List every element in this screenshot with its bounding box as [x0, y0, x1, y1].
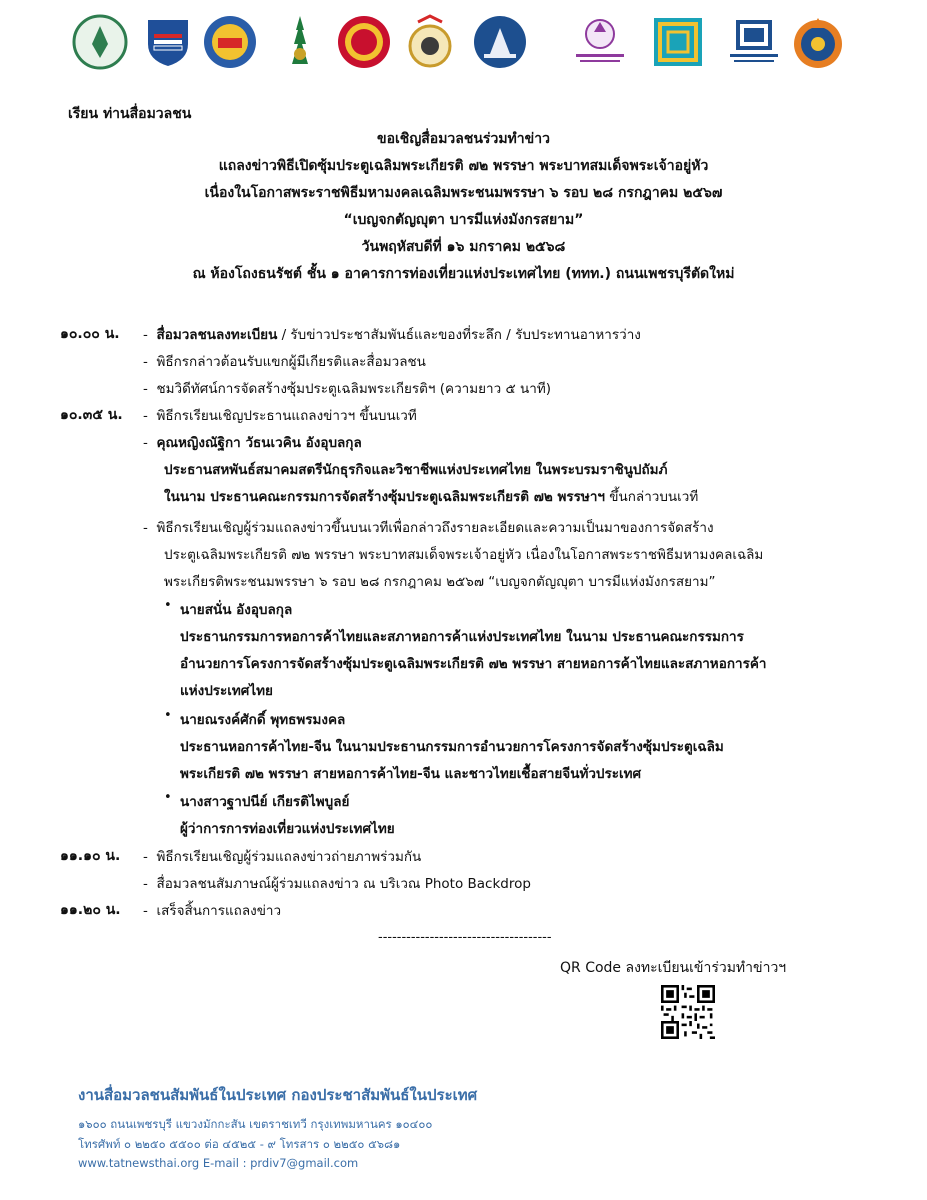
speaker-2-name: นายณรงค์ศักดิ์ พุทธพรมงคล [180, 712, 346, 728]
footer-phone: โทรศัพท์ ๐ ๒๒๕๐ ๕๕๐๐ ต่อ ๔๕๒๕ - ๙ โทรสาร ๐ ๒๒๕๐ ๕๖๘๑ [78, 1137, 401, 1151]
agenda-item: - ชมวิดีทัศน์การจัดสร้างซุ้มประตูเฉลิมพระเกียรติฯ (ความยาว ๕ นาที) [143, 381, 551, 397]
logo-row [72, 10, 852, 74]
bullet: • [164, 790, 172, 805]
occasion-line: เนื่องในโอกาสพระราชพิธีมหามงคลเฉลิมพระชนมพรรษา ๖ รอบ ๒๘ กรกฎาคม ๒๕๖๗ [204, 185, 723, 201]
emblem-3-icon [202, 14, 258, 70]
theme-line: “เบญจกตัญญุตา บารมีแห่งมังกรสยาม” [343, 212, 584, 228]
agenda-item: - พิธีกรกล่าวต้อนรับแขกผู้มีเกียรติและสื่อมวลชน [143, 354, 426, 370]
invite-line: ขอเชิญสื่อมวลชนร่วมทำข่าว [377, 131, 550, 147]
emblem-6-icon [402, 14, 458, 70]
emblem-5-icon [336, 14, 392, 70]
emblem-7-icon [472, 14, 528, 70]
agenda-item: - สื่อมวลชนสัมภาษณ์ผู้ร่วมแถลงข่าว ณ บริเวณ Photo Backdrop [143, 876, 531, 892]
emblem-2-icon [140, 14, 196, 70]
footer-address: ๑๖๐๐ ถนนเพชรบุรี แขวงมักกะสัน เขตราชเทวี กรุงเทพมหานคร ๑๐๔๐๐ [78, 1117, 433, 1131]
emblem-9-icon [650, 14, 706, 70]
time-4: ๑๑.๒๐ น. [60, 902, 121, 918]
chair-title: ประธานสหพันธ์สมาคมสตรีนักธุรกิจและวิชาชีพแห่งประเทศไทย ในพระบรมราชินูปถัมภ์ [164, 462, 668, 478]
speaker-1-title: แห่งประเทศไทย [180, 683, 273, 699]
speaker-3-title: ผู้ว่าการการท่องเที่ยวแห่งประเทศไทย [180, 821, 395, 837]
bullet: • [164, 708, 172, 723]
salutation: เรียน ท่านสื่อมวลชน [68, 106, 192, 122]
agenda-text: พระเกียรติพระชนมพรรษา ๖ รอบ ๒๘ กรกฎาคม ๒๕๖๗ “เบญจกตัญญุตา บารมีแห่งมังกรสยาม” [164, 574, 716, 590]
qr-label: QR Code ลงทะเบียนเข้าร่วมทำข่าวฯ [560, 960, 787, 976]
speaker-3-name: นางสาวฐาปนีย์ เกียรติไพบูลย์ [180, 794, 350, 810]
speaker-2-title: พระเกียรติ ๗๒ พรรษา สายหอการค้าไทย-จีน และชาวไทยเชื้อสายจีนทั่วประเทศ [180, 766, 642, 782]
speaker-1-title: อำนวยการโครงการจัดสร้างซุ้มประตูเฉลิมพระเกียรติ ๗๒ พรรษา สายหอการค้าไทยและสภาหอการค้า [180, 656, 767, 672]
bullet: • [164, 598, 172, 613]
venue-line: ณ ห้องโถงธนรัชต์ ชั้น ๑ อาคารการท่องเที่ยวแห่งประเทศไทย (ททท.) ถนนเพชรบุรีตัดใหม่ [192, 266, 735, 282]
agenda-item: - พิธีกรเรียนเชิญผู้ร่วมแถลงข่าวถ่ายภาพร่วมกัน [143, 849, 422, 865]
footer-contact[interactable]: www.tatnewsthai.org E-mail : prdiv7@gmail.com [78, 1156, 359, 1170]
footer-title: งานสื่อมวลชนสัมพันธ์ในประเทศ กองประชาสัมพันธ์ในประเทศ [78, 1086, 478, 1104]
time-1: ๑๐.๐๐ น. [60, 326, 120, 342]
agenda-item: - พิธีกรเรียนเชิญประธานแถลงข่าวฯ ขึ้นบนเวที [143, 408, 417, 424]
time-3: ๑๑.๑๐ น. [60, 848, 121, 864]
qr-code-icon[interactable] [661, 985, 715, 1039]
date-line: วันพฤหัสบดีที่ ๑๖ มกราคม ๒๕๖๘ [361, 239, 566, 255]
emblem-10-icon [726, 14, 782, 70]
agenda-text: ประตูเฉลิมพระเกียรติ ๗๒ พรรษา พระบาทสมเด็จพระเจ้าอยู่หัว เนื่องในโอกาสพระราชพิธีมหามงคลเฉลิม [164, 547, 764, 563]
agenda-item: - พิธีกรเรียนเชิญผู้ร่วมแถลงข่าวขึ้นบนเวทีเพื่อกล่าวถึงรายละเอียดและความเป็นมาของการจัดสร้าง [143, 520, 714, 536]
emblem-11-icon [790, 14, 846, 70]
agenda-item: - เสร็จสิ้นการแถลงข่าว [143, 903, 282, 919]
emblem-8-icon [572, 14, 628, 70]
agenda-item: - สื่อมวลชนลงทะเบียน / รับข่าวประชาสัมพันธ์และของที่ระลึก / รับประทานอาหารว่าง [143, 327, 641, 343]
agenda-item: - คุณหญิงณัฐิกา วัธนเวคิน อังอุบลกุล [143, 435, 362, 451]
speaker-1-name: นายสนั่น อังอุบลกุล [180, 602, 293, 618]
emblem-1-icon [72, 14, 128, 70]
speaker-2-title: ประธานหอการค้าไทย-จีน ในนามประธานกรรมการอำนวยการโครงการจัดสร้างซุ้มประตูเฉลิม [180, 739, 724, 755]
emblem-4-icon [272, 14, 328, 70]
separator: ------------------------------------- [378, 930, 552, 945]
chair-role: ในนาม ประธานคณะกรรมการจัดสร้างซุ้มประตูเฉลิมพระเกียรติ ๗๒ พรรษาฯ ขึ้นกล่าวบนเวที [164, 489, 699, 505]
time-2: ๑๐.๓๕ น. [60, 407, 123, 423]
event-title: แถลงข่าวพิธีเปิดซุ้มประตูเฉลิมพระเกียรติ ๗๒ พรรษา พระบาทสมเด็จพระเจ้าอยู่หัว [218, 158, 709, 174]
speaker-1-title: ประธานกรรมการหอการค้าไทยและสภาหอการค้าแห่งประเทศไทย ในนาม ประธานคณะกรรมการ [180, 629, 744, 645]
